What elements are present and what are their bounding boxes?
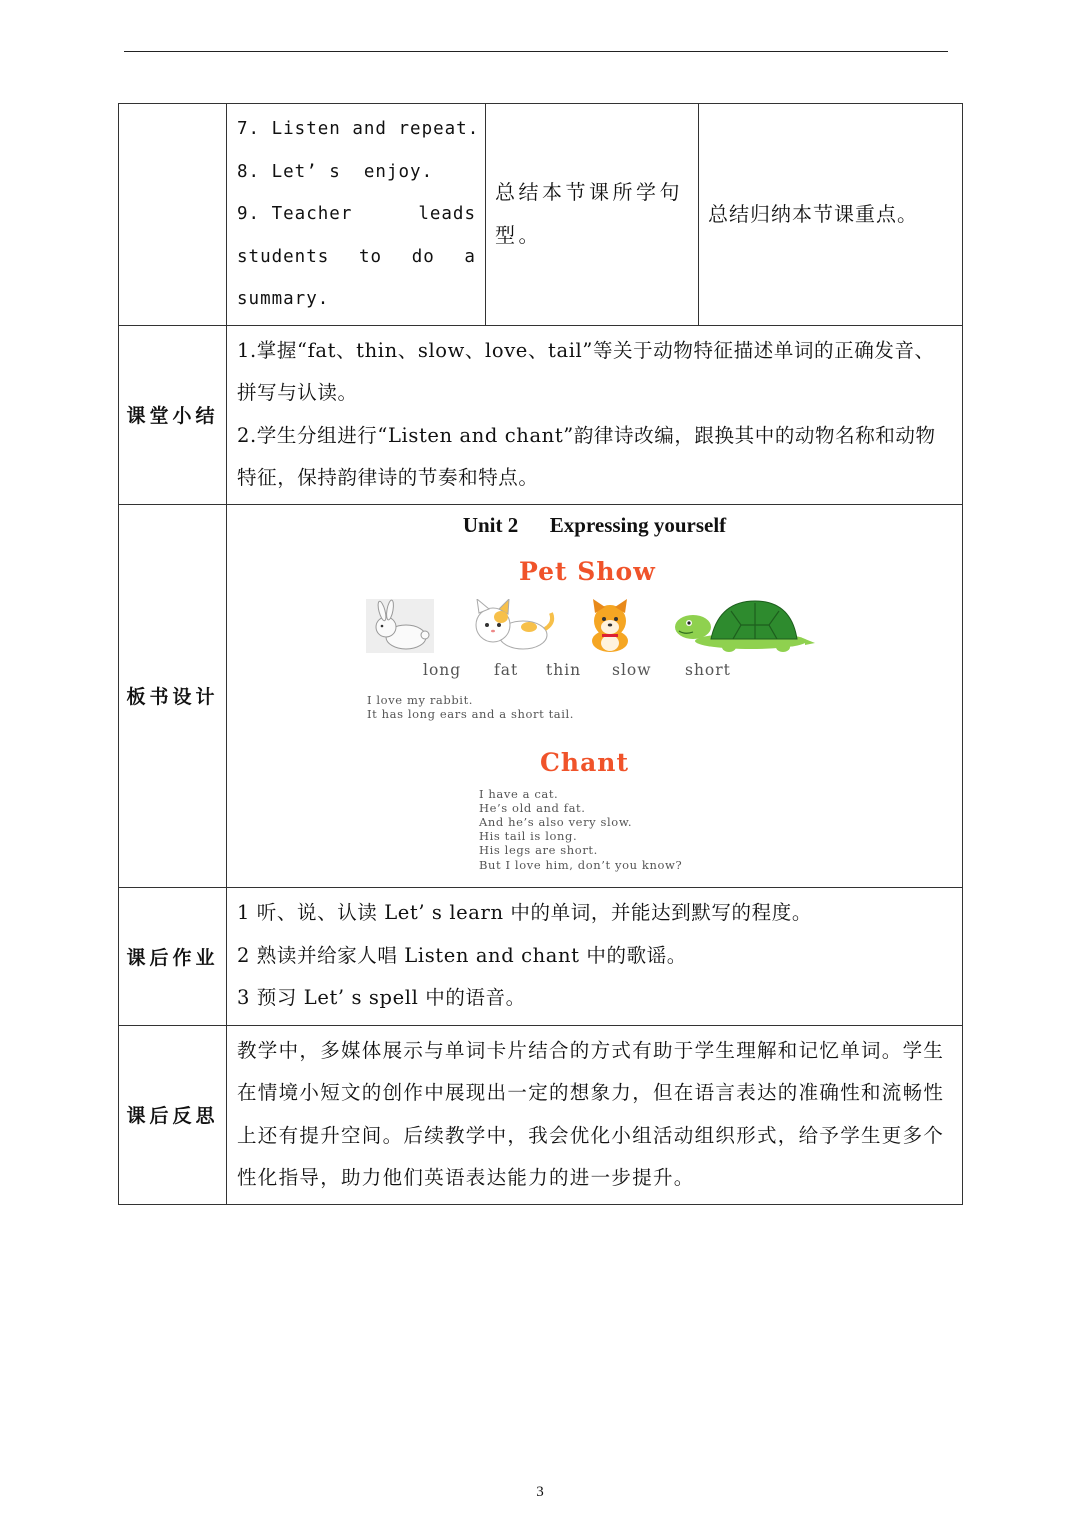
chant-line: I have a cat. [479,786,559,801]
unit-title: Expressing yourself [549,512,727,537]
header-rule [124,51,948,52]
homework-item: 2 熟读并给家人唱 Listen and chant 中的歌谣。 [237,943,687,967]
design-cell [699,104,963,326]
pet-sentence: I love my rabbit. [367,692,474,707]
step-9-text: do [411,246,435,267]
chant-line: But I love him, don’t you know? [479,857,683,872]
board-row [119,504,963,887]
board-title [227,513,962,538]
word-short: short [685,660,731,679]
chant-line: And he’s also very slow. [479,814,633,829]
chant-line: His legs are short. [479,842,598,857]
step-9-line-1 [237,193,476,236]
lesson-plan-table [118,103,963,1205]
activities-row [119,104,963,326]
homework-row [119,887,963,1025]
step-7: 7. Listen and repeat. [237,119,480,139]
step-9-text: 9. Teacher [237,204,353,224]
reflection-text: 教学中，多媒体展示与单词卡片结合的方式有助于学生理解和记忆单词。学生在情境小短文的创作中展现出一定的想象力，但在语言表达的准确性和流畅性上还有提升空间。后续教学中，我会优化小组活动组织形式，给予学生更多个性化指导，助力他们英语表达能力的进一步提升。 [237,1038,945,1189]
page-number: 3 [536,1484,544,1500]
homework-item: 1 听、说、认读 Let’ s learn 中的单词，并能达到默写的程度。 [237,901,812,925]
cat-icon [465,599,557,653]
word-long: long [423,660,462,679]
word-slow: slow [612,660,652,679]
pet-show-heading: Pet Show [519,556,656,586]
dog-icon [577,599,643,653]
reflection-label: 课后反思 [119,1025,227,1204]
board-cell [227,504,963,887]
reflection-cell [227,1025,963,1204]
pet-sentence: It has long ears and a short tail. [367,706,575,721]
intent-text: 总结本节课所学句型。 [495,180,683,248]
homework-label: 课后作业 [119,887,227,1025]
step-8: 8. Let’ s enjoy. [237,161,434,182]
summary-label: 课堂小结 [119,325,227,504]
word-fat: fat [494,660,519,679]
step-9-line-2 [237,236,476,279]
summary-text: 1.掌握“fat、thin、slow、love、tail”等关于动物特征描述单词的正确发音、拼写与认读。 2.学生分组进行“Listen and chant”韵律诗改编，跟换其中的动物名称和动物特征，保持韵律诗的节奏和特点。 [237,338,936,489]
step-9-text: to [358,246,383,267]
summary-cell [227,325,963,504]
chant-line: His tail is long. [479,828,578,843]
chant-line: He’s old and fat. [479,800,586,815]
reflection-row [119,1025,963,1204]
homework-item: 3 预习 Let’ s spell 中的语音。 [237,986,526,1010]
step-9-text: students [237,246,330,267]
intent-cell [486,104,699,326]
word-thin: thin [546,660,582,679]
homework-cell [227,887,963,1025]
rabbit-icon [366,599,434,653]
empty-label-cell [119,104,227,326]
step-9-text: leads [418,204,476,224]
chant-heading: Chant [540,747,629,777]
turtle-icon [671,599,815,653]
design-text: 总结归纳本节课重点。 [708,201,918,226]
step-9-line-3: summary. [237,289,330,309]
step-9-text: a [464,246,476,267]
homework-list [227,888,962,1024]
board-design [227,505,962,886]
board-label: 板书设计 [119,504,227,887]
activity-steps-cell [227,104,486,326]
unit-number: Unit 2 [462,512,519,537]
summary-row [119,325,963,504]
